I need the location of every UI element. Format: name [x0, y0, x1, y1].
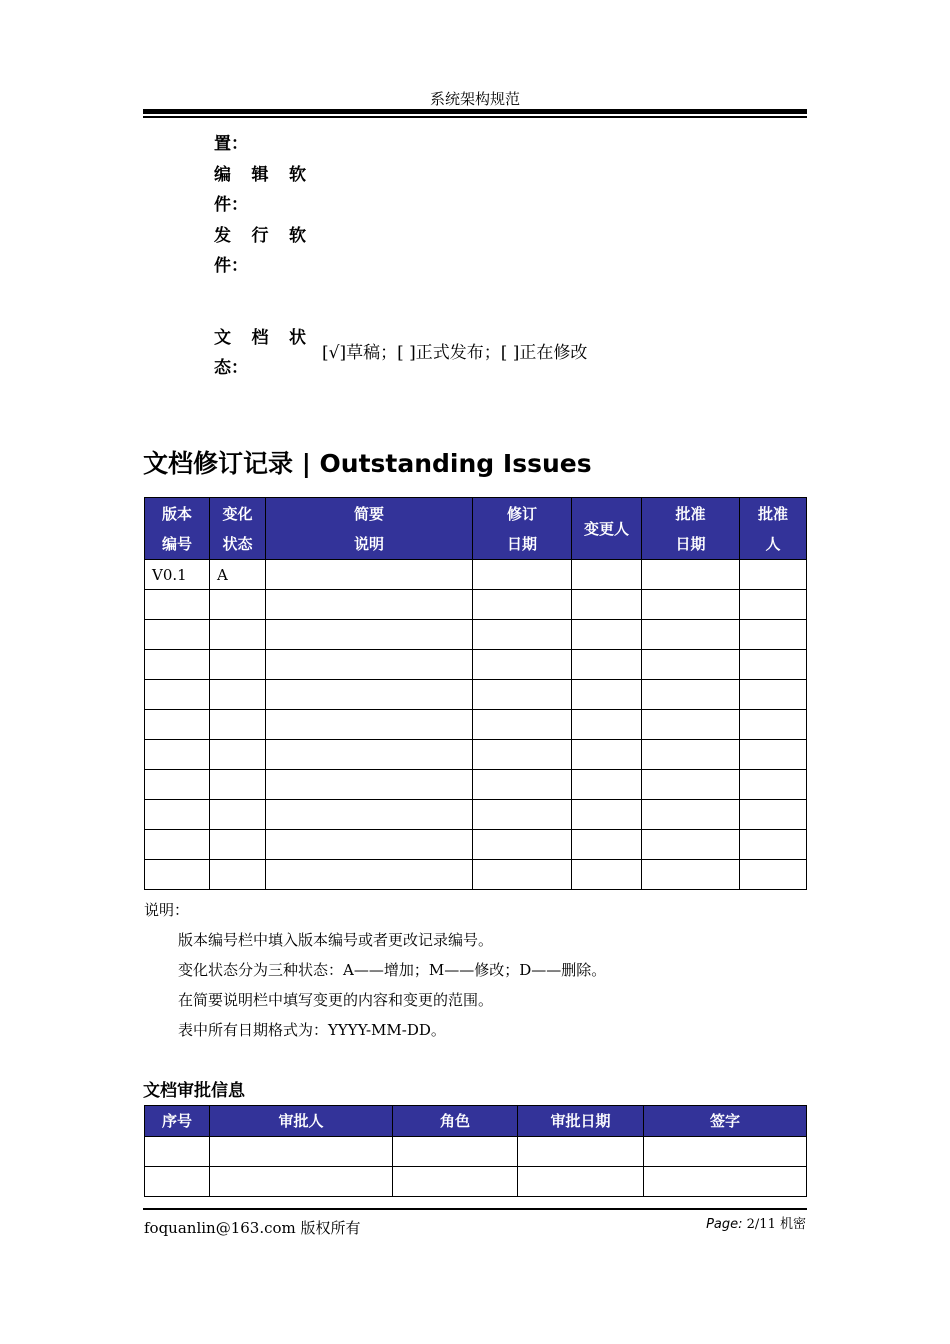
table-cell	[642, 860, 740, 890]
revision-section-title: 文档修订记录 | Outstanding Issues	[143, 449, 592, 478]
table-cell	[572, 650, 642, 680]
table-cell	[145, 830, 210, 860]
table-row	[145, 590, 807, 620]
table-cell	[740, 770, 807, 800]
table-cell	[210, 770, 266, 800]
table-row	[145, 860, 807, 890]
table-cell	[642, 710, 740, 740]
table-cell	[740, 830, 807, 860]
page-number: 2/11	[746, 1217, 776, 1232]
table-cell	[740, 650, 807, 680]
table-cell	[266, 650, 473, 680]
edit-software-label	[214, 160, 306, 220]
table-cell	[266, 770, 473, 800]
col-header-changed-by: 变更人	[572, 498, 642, 560]
table-row	[145, 800, 807, 830]
table-cell	[642, 590, 740, 620]
col-header-summary: 简要 说明	[266, 498, 473, 560]
notes-label: 说明：	[144, 901, 190, 919]
table-cell	[642, 740, 740, 770]
table-cell: A	[210, 560, 266, 590]
publish-software-char: 行	[251, 226, 269, 246]
table-cell	[393, 1167, 518, 1197]
table-cell	[210, 590, 266, 620]
publish-software-char: 件：	[214, 256, 248, 276]
publish-software-label	[214, 221, 306, 281]
table-cell	[644, 1167, 807, 1197]
col-header-reviewer: 审批人	[210, 1106, 393, 1137]
table-cell	[266, 620, 473, 650]
col-header-role: 角色	[393, 1106, 518, 1137]
note-line: 变化状态分为三种状态：A——增加；M——修改；D——删除。	[178, 961, 607, 979]
table-row	[145, 770, 807, 800]
note-line: 表中所有日期格式为：YYYY-MM-DD。	[178, 1021, 446, 1039]
table-cell	[572, 740, 642, 770]
col-header-seq: 序号	[145, 1106, 210, 1137]
table-cell	[210, 800, 266, 830]
table-cell	[642, 650, 740, 680]
table-cell	[210, 620, 266, 650]
table-cell	[266, 800, 473, 830]
table-cell	[572, 710, 642, 740]
col-header-signature: 签字	[644, 1106, 807, 1137]
header-rule	[143, 109, 807, 114]
approval-section-title: 文档审批信息	[143, 1081, 245, 1101]
edit-software-char: 辑	[251, 165, 269, 185]
table-cell	[145, 770, 210, 800]
table-cell	[572, 620, 642, 650]
table-cell	[740, 680, 807, 710]
doc-status-label	[214, 323, 306, 383]
table-cell: V0.1	[145, 560, 210, 590]
table-cell	[642, 830, 740, 860]
table-cell	[572, 680, 642, 710]
footer-page-info	[706, 1213, 806, 1232]
note-line: 在简要说明栏中填写变更的内容和变更的范围。	[178, 991, 494, 1009]
table-row	[145, 1167, 807, 1197]
publish-software-char: 发	[214, 226, 231, 246]
table-cell	[266, 590, 473, 620]
col-header-revision-date: 修订 日期	[473, 498, 572, 560]
table-cell	[642, 680, 740, 710]
revision-header-row	[145, 498, 807, 560]
table-cell	[572, 590, 642, 620]
table-cell	[740, 800, 807, 830]
table-cell	[210, 740, 266, 770]
table-cell	[740, 620, 807, 650]
table-cell	[266, 680, 473, 710]
table-cell	[473, 770, 572, 800]
table-cell	[740, 590, 807, 620]
table-cell	[145, 590, 210, 620]
table-cell	[644, 1137, 807, 1167]
edit-software-char: 软	[289, 165, 306, 185]
publish-software-char: 软	[289, 226, 306, 246]
table-cell	[145, 680, 210, 710]
table-cell	[266, 860, 473, 890]
edit-software-char: 编	[214, 165, 231, 185]
doc-status-char: 档	[251, 328, 269, 348]
header-rule-thin	[143, 116, 807, 118]
table-cell	[210, 860, 266, 890]
doc-status-value: [√]草稿；[ ]正式发布；[ ]正在修改	[322, 343, 588, 363]
table-cell	[473, 620, 572, 650]
table-cell	[572, 860, 642, 890]
table-cell	[473, 590, 572, 620]
table-row	[145, 1137, 807, 1167]
table-cell	[473, 860, 572, 890]
table-cell	[740, 560, 807, 590]
page-label: Page:	[706, 1217, 743, 1232]
table-cell	[642, 800, 740, 830]
table-cell	[210, 680, 266, 710]
confidential-label: 机密	[779, 1217, 806, 1232]
table-cell	[572, 560, 642, 590]
table-cell	[473, 650, 572, 680]
edit-software-char: 件：	[214, 195, 248, 215]
table-cell	[145, 710, 210, 740]
table-cell	[210, 1137, 393, 1167]
table-cell	[642, 620, 740, 650]
table-cell	[210, 710, 266, 740]
doc-status-char: 态：	[214, 358, 248, 378]
table-cell	[266, 830, 473, 860]
table-cell	[210, 830, 266, 860]
doc-status-char: 文	[214, 328, 231, 348]
table-cell	[145, 650, 210, 680]
table-cell	[572, 800, 642, 830]
revision-table	[144, 497, 807, 890]
table-cell	[473, 740, 572, 770]
table-row	[145, 830, 807, 860]
table-cell	[473, 710, 572, 740]
table-cell	[572, 770, 642, 800]
table-cell	[145, 740, 210, 770]
table-cell	[740, 710, 807, 740]
approval-table	[144, 1105, 807, 1197]
table-cell	[145, 1137, 210, 1167]
table-cell	[145, 860, 210, 890]
table-cell	[642, 770, 740, 800]
table-cell	[145, 800, 210, 830]
table-row	[145, 620, 807, 650]
table-cell	[210, 1167, 393, 1197]
footer-rule	[143, 1208, 807, 1210]
table-cell	[145, 1167, 210, 1197]
table-row	[145, 710, 807, 740]
table-cell	[473, 560, 572, 590]
header-title: 系统架构规范	[429, 90, 520, 108]
table-row	[145, 680, 807, 710]
table-row	[145, 650, 807, 680]
table-cell	[210, 650, 266, 680]
table-cell	[145, 620, 210, 650]
table-row	[145, 740, 807, 770]
table-cell	[740, 860, 807, 890]
col-header-review-date: 审批日期	[518, 1106, 644, 1137]
table-cell	[740, 740, 807, 770]
table-cell	[572, 830, 642, 860]
footer-copyright: foquanlin@163.com 版权所有	[144, 1219, 361, 1237]
col-header-approver: 批准 人	[740, 498, 807, 560]
table-cell	[642, 560, 740, 590]
approval-header-row	[145, 1106, 807, 1137]
col-header-version: 版本 编号	[145, 498, 210, 560]
table-row	[145, 560, 807, 590]
config-field-label: 置：	[214, 134, 248, 154]
table-cell	[266, 740, 473, 770]
doc-status-char: 状	[289, 328, 306, 348]
table-cell	[473, 680, 572, 710]
table-cell	[266, 560, 473, 590]
table-cell	[473, 830, 572, 860]
table-cell	[518, 1167, 644, 1197]
col-header-approval-date: 批准 日期	[642, 498, 740, 560]
table-cell	[393, 1137, 518, 1167]
table-cell	[473, 800, 572, 830]
table-cell	[518, 1137, 644, 1167]
col-header-change-status: 变化 状态	[210, 498, 266, 560]
note-line: 版本编号栏中填入版本编号或者更改记录编号。	[178, 931, 494, 949]
table-cell	[266, 710, 473, 740]
